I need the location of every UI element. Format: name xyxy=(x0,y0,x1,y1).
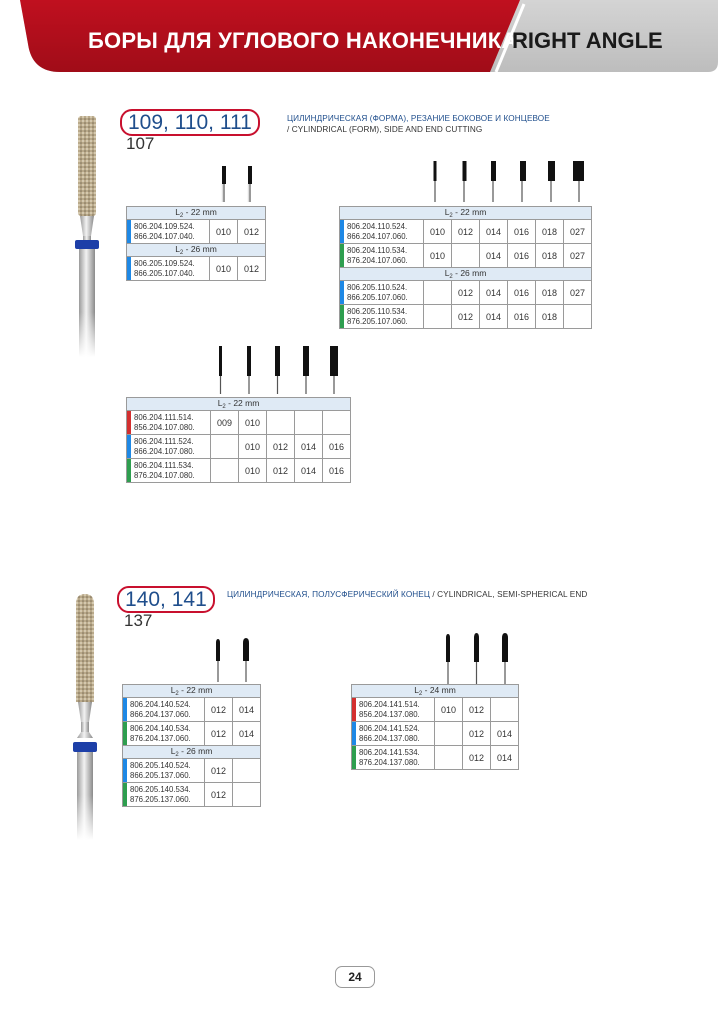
table-row xyxy=(340,305,592,329)
ref-number: 876.204.107.060. xyxy=(347,255,408,265)
length-header: $L_2 - 26$ mm xyxy=(340,268,592,281)
ref-number: 806.205.110.534. xyxy=(347,306,408,316)
size-cell: 016 xyxy=(508,244,536,268)
ref-number: 806.205.109.524. xyxy=(134,258,195,268)
size-cell: 018 xyxy=(536,220,564,244)
bur-subcode-107: 107 xyxy=(126,134,155,153)
table-row xyxy=(352,698,519,722)
size-cell: 012 xyxy=(205,759,233,783)
shank-icon xyxy=(330,346,338,394)
description-ru: ЦИЛИНДРИЧЕСКАЯ, ПОЛУСФЕРИЧЕСКИЙ КОНЕЦ xyxy=(227,590,431,599)
header-title-ru: БОРЫ ДЛЯ УГЛОВОГО НАКОНЕЧНИКА xyxy=(88,28,518,53)
bur-illustration-semi-spherical xyxy=(64,590,108,840)
color-marker xyxy=(123,759,127,782)
table-row xyxy=(352,746,519,770)
size-cell: 018 xyxy=(536,244,564,268)
table-row xyxy=(340,220,592,244)
size-cell: 012 xyxy=(463,746,491,770)
ref-number: 866.204.107.080. xyxy=(134,446,195,456)
table-row xyxy=(123,698,261,722)
ref-number: 866.205.107.040. xyxy=(134,268,195,278)
color-marker xyxy=(340,281,344,304)
size-cell: 014 xyxy=(233,722,261,746)
size-cell: 014 xyxy=(295,435,323,459)
bur-shank-icons xyxy=(210,162,270,206)
table-row xyxy=(127,459,351,483)
size-cell: 010 xyxy=(239,435,267,459)
length-header: $L_2 - 26$ mm xyxy=(123,746,261,759)
table-row xyxy=(127,220,266,244)
length-header: $L_2 - 22$ mm xyxy=(123,685,261,698)
ref-number: 806.204.111.514. xyxy=(134,412,194,422)
description-en: / CYLINDRICAL (FORM), SIDE AND END CUTTING xyxy=(287,125,483,134)
shank-icon xyxy=(216,639,220,682)
table-row xyxy=(127,411,351,435)
size-cell: 014 xyxy=(491,722,519,746)
bur-shank-icons xyxy=(205,635,265,685)
size-cell xyxy=(435,746,463,770)
size-cell: 012 xyxy=(463,722,491,746)
size-cell xyxy=(564,305,592,329)
table-row xyxy=(340,244,592,268)
size-cell: 014 xyxy=(295,459,323,483)
size-cell: 012 xyxy=(463,698,491,722)
ref-number: 806.204.141.524. xyxy=(359,723,420,733)
size-cell: 012 xyxy=(452,281,480,305)
shank-icon xyxy=(474,633,479,684)
color-marker xyxy=(352,722,356,745)
size-cell: 016 xyxy=(323,459,351,483)
shank-icon xyxy=(243,638,249,682)
table-row xyxy=(127,257,266,281)
bur-illustration-cylindrical xyxy=(66,112,110,357)
description-en: / CYLINDRICAL, SEMI-SPHERICAL END xyxy=(432,590,588,599)
ref-number: 866.204.107.040. xyxy=(134,231,195,241)
ref-number: 876.204.107.080. xyxy=(134,470,195,480)
size-cell: 014 xyxy=(480,220,508,244)
shank-icon xyxy=(548,161,555,202)
size-cell xyxy=(424,305,452,329)
product-table-141 xyxy=(351,684,519,770)
ref-number: 856.204.137.080. xyxy=(359,709,420,719)
color-marker xyxy=(127,435,131,458)
table-row xyxy=(340,281,592,305)
size-cell xyxy=(211,435,239,459)
ref-number: 806.205.140.534. xyxy=(130,784,191,794)
shank-icon xyxy=(463,161,467,202)
size-cell: 027 xyxy=(564,220,592,244)
size-cell xyxy=(452,244,480,268)
shank-icon xyxy=(275,346,280,394)
length-header: $L_2 - 22$ mm xyxy=(340,207,592,220)
ref-number: 806.204.141.534. xyxy=(359,747,420,757)
product-table-111 xyxy=(126,397,351,483)
ref-number: 806.205.110.524. xyxy=(347,282,408,292)
size-cell: 012 xyxy=(238,220,266,244)
product-table-109 xyxy=(126,206,266,281)
ref-number: 806.204.110.524. xyxy=(347,221,408,231)
size-cell xyxy=(491,698,519,722)
color-marker xyxy=(340,305,344,328)
color-marker xyxy=(123,783,127,806)
size-cell: 016 xyxy=(508,220,536,244)
color-marker xyxy=(340,244,344,267)
ref-number: 806.204.109.524. xyxy=(134,221,195,231)
size-cell: 014 xyxy=(480,281,508,305)
ref-number: 806.205.140.524. xyxy=(130,760,191,770)
bur-codes-140-141: 140, 141 xyxy=(117,586,215,613)
size-cell xyxy=(267,411,295,435)
ref-number: 866.205.137.060. xyxy=(130,770,191,780)
ref-number: 866.205.107.060. xyxy=(347,292,408,302)
shank-icon xyxy=(446,634,450,684)
shank-icon xyxy=(219,346,222,394)
ref-number: 866.204.137.060. xyxy=(130,709,191,719)
size-cell: 010 xyxy=(424,244,452,268)
section2-description xyxy=(227,589,587,600)
table-row xyxy=(123,722,261,746)
size-cell xyxy=(233,759,261,783)
color-marker xyxy=(352,698,356,721)
shank-icon xyxy=(248,166,252,202)
description-ru: ЦИЛИНДРИЧЕСКАЯ (ФОРМА), РЕЗАНИЕ БОКОВОЕ И КОНЦЕВОЕ xyxy=(287,114,550,123)
bur-shank-icons xyxy=(430,632,520,686)
page-header xyxy=(0,0,718,78)
size-cell: 018 xyxy=(536,281,564,305)
bur-shank-icons xyxy=(420,158,595,206)
color-marker xyxy=(127,257,131,280)
ref-number: 806.204.111.534. xyxy=(134,460,194,470)
bur-shank-icons xyxy=(205,343,350,397)
shank-icon xyxy=(502,633,508,684)
size-cell: 010 xyxy=(210,257,238,281)
bur-codes-109-110-111: 109, 110, 111 xyxy=(120,109,260,136)
shank-icon xyxy=(222,166,226,202)
size-cell: 012 xyxy=(205,783,233,807)
length-header: $L_2 - 22$ mm xyxy=(127,398,351,411)
length-header: $L_2 - 24$ mm xyxy=(352,685,519,698)
page-number: 24 xyxy=(335,966,375,988)
color-marker xyxy=(127,411,131,434)
length-header: $L_2 - 26$ mm xyxy=(127,244,266,257)
product-table-140 xyxy=(122,684,261,807)
table-row xyxy=(352,722,519,746)
size-cell: 016 xyxy=(508,281,536,305)
size-cell: 010 xyxy=(239,459,267,483)
size-cell: 016 xyxy=(323,435,351,459)
shank-icon xyxy=(247,346,251,394)
size-cell xyxy=(323,411,351,435)
ref-number: 806.204.141.514. xyxy=(359,699,420,709)
ref-number: 806.204.140.534. xyxy=(130,723,191,733)
size-cell xyxy=(295,411,323,435)
color-marker xyxy=(123,722,127,745)
size-cell xyxy=(211,459,239,483)
color-marker xyxy=(352,746,356,769)
table-row xyxy=(123,759,261,783)
ref-number: 856.204.107.080. xyxy=(134,422,195,432)
ref-number: 876.205.107.060. xyxy=(347,316,408,326)
size-cell xyxy=(424,281,452,305)
size-cell: 012 xyxy=(452,220,480,244)
color-marker xyxy=(340,220,344,243)
shank-icon xyxy=(491,161,496,202)
shank-icon xyxy=(520,161,526,202)
size-cell: 018 xyxy=(536,305,564,329)
size-cell: 010 xyxy=(435,698,463,722)
shank-icon xyxy=(573,161,584,202)
shank-icon xyxy=(303,346,309,394)
size-cell: 010 xyxy=(239,411,267,435)
size-cell: 012 xyxy=(452,305,480,329)
bur-subcode-137: 137 xyxy=(124,611,153,630)
size-cell xyxy=(233,783,261,807)
size-cell: 009 xyxy=(211,411,239,435)
ref-number: 876.204.137.060. xyxy=(130,733,191,743)
length-header: $L_2 - 22$ mm xyxy=(127,207,266,220)
size-cell: 014 xyxy=(480,244,508,268)
size-cell: 012 xyxy=(267,435,295,459)
size-cell: 012 xyxy=(267,459,295,483)
size-cell xyxy=(435,722,463,746)
ref-number: 876.204.137.080. xyxy=(359,757,420,767)
size-cell: 010 xyxy=(210,220,238,244)
size-cell: 012 xyxy=(205,722,233,746)
size-cell: 016 xyxy=(508,305,536,329)
color-marker xyxy=(123,698,127,721)
header-title-en: RIGHT ANGLE xyxy=(512,28,663,53)
table-row xyxy=(123,783,261,807)
shank-icon xyxy=(434,161,437,202)
section1-description xyxy=(287,113,550,135)
color-marker xyxy=(127,220,131,243)
size-cell: 010 xyxy=(424,220,452,244)
size-cell: 014 xyxy=(480,305,508,329)
color-marker xyxy=(127,459,131,482)
ref-number: 806.204.140.524. xyxy=(130,699,191,709)
ref-number: 806.204.111.524. xyxy=(134,436,194,446)
size-cell: 012 xyxy=(205,698,233,722)
table-row xyxy=(127,435,351,459)
size-cell: 012 xyxy=(238,257,266,281)
size-cell: 014 xyxy=(491,746,519,770)
size-cell: 027 xyxy=(564,281,592,305)
size-cell: 014 xyxy=(233,698,261,722)
ref-number: 866.204.107.060. xyxy=(347,231,408,241)
ref-number: 876.205.137.060. xyxy=(130,794,191,804)
product-table-110 xyxy=(339,206,592,329)
ref-number: 866.204.137.080. xyxy=(359,733,420,743)
ref-number: 806.204.110.534. xyxy=(347,245,408,255)
size-cell: 027 xyxy=(564,244,592,268)
